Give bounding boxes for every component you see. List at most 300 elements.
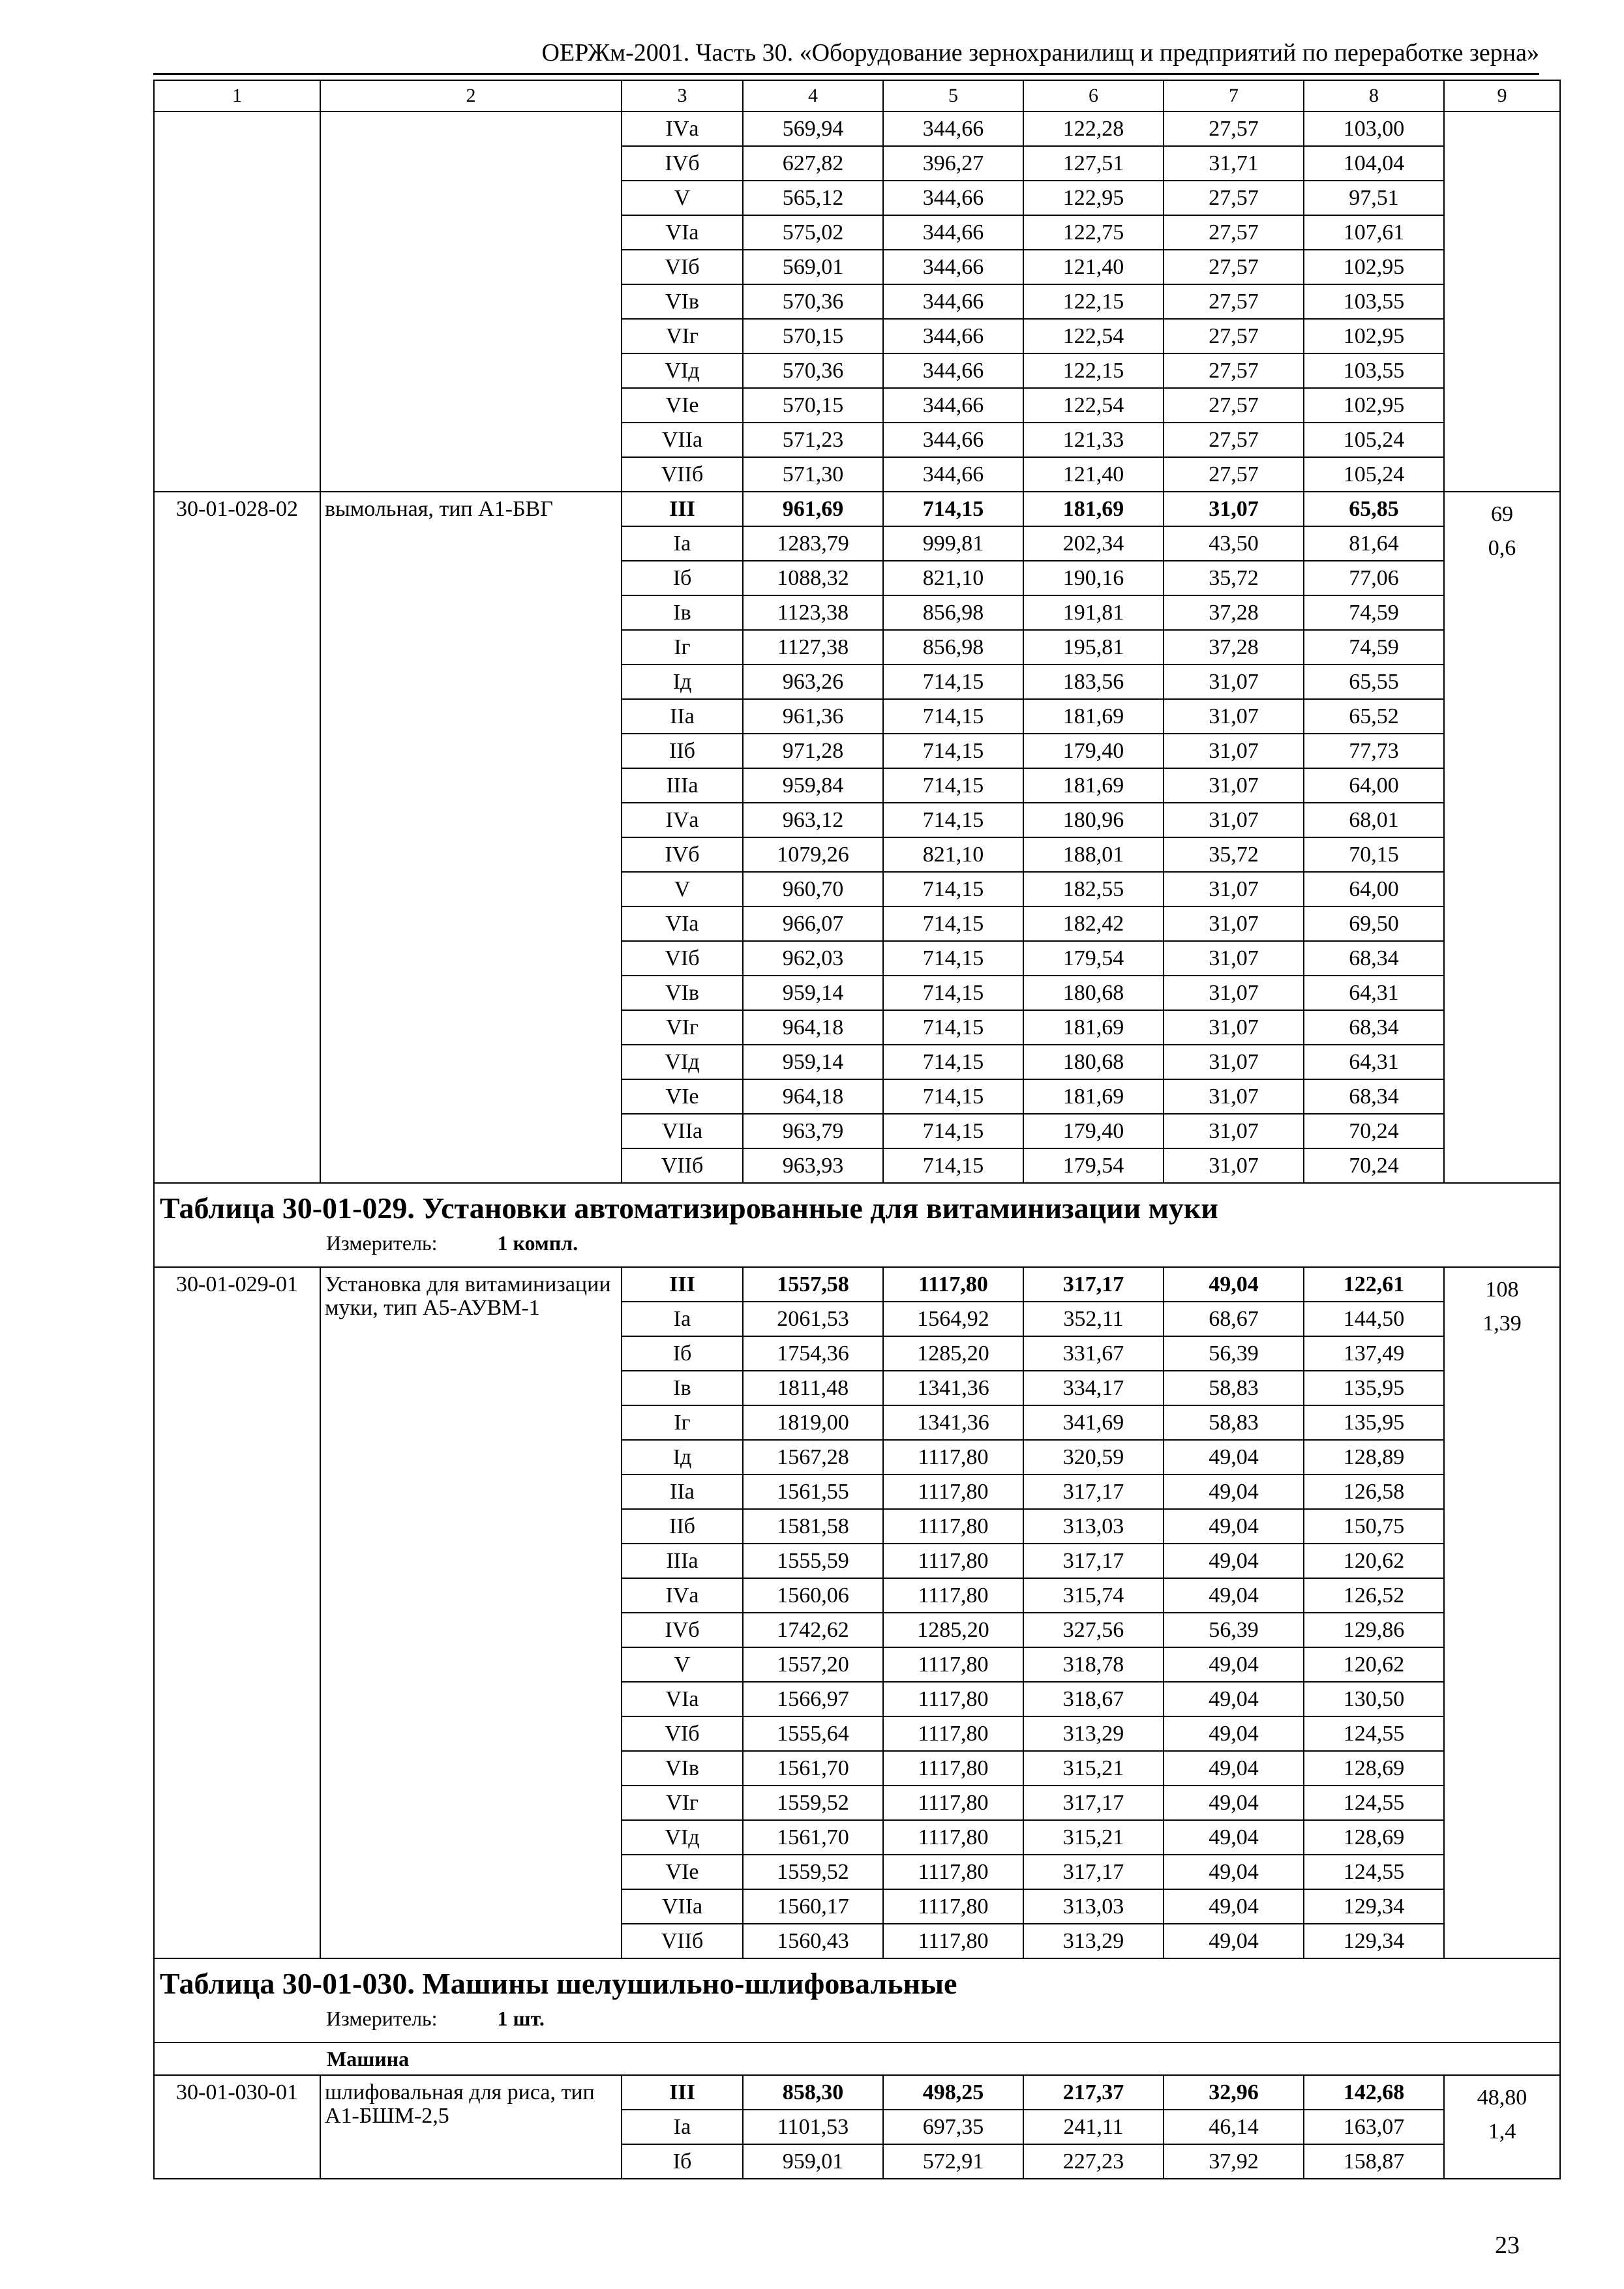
value-cell: 1341,36 bbox=[883, 1405, 1023, 1440]
value-cell: 344,66 bbox=[883, 250, 1023, 284]
value-cell: 128,69 bbox=[1304, 1751, 1444, 1786]
table-title-row bbox=[154, 1183, 1560, 1267]
value-cell: 714,15 bbox=[883, 1114, 1023, 1148]
value-cell: 1561,55 bbox=[743, 1474, 883, 1509]
value-cell: 315,74 bbox=[1023, 1578, 1164, 1613]
col9-cell bbox=[1444, 1267, 1560, 1958]
region-cell: VIв bbox=[622, 284, 743, 319]
value-cell: 163,07 bbox=[1304, 2110, 1444, 2144]
value-cell: 313,29 bbox=[1023, 1924, 1164, 1958]
unit-value: 1 компл. bbox=[497, 1231, 579, 1255]
region-cell: Iа bbox=[622, 2110, 743, 2144]
unit-label: Измеритель: bbox=[326, 1231, 438, 1255]
value-cell: 49,04 bbox=[1164, 1751, 1304, 1786]
value-cell: 58,83 bbox=[1164, 1371, 1304, 1405]
rate-name: Установка для витаминизации муки, тип А5-АУВМ-1 bbox=[320, 1267, 622, 1958]
region-cell: V bbox=[622, 872, 743, 906]
value-cell: 195,81 bbox=[1023, 630, 1164, 665]
value-cell: 1117,80 bbox=[883, 1267, 1023, 1302]
rate-code bbox=[154, 112, 320, 492]
value-cell: 1560,06 bbox=[743, 1578, 883, 1613]
column-number: 9 bbox=[1444, 80, 1560, 112]
value-cell: 1581,58 bbox=[743, 1509, 883, 1544]
col9-cell bbox=[1444, 112, 1560, 492]
value-cell: 570,15 bbox=[743, 388, 883, 423]
region-cell: Iб bbox=[622, 1336, 743, 1371]
value-cell: 697,35 bbox=[883, 2110, 1023, 2144]
value-cell: 202,34 bbox=[1023, 526, 1164, 561]
region-cell: Iб bbox=[622, 2144, 743, 2179]
value-cell: 74,59 bbox=[1304, 630, 1444, 665]
rate-name bbox=[320, 112, 622, 492]
value-cell: 68,34 bbox=[1304, 941, 1444, 976]
value-cell: 1811,48 bbox=[743, 1371, 883, 1405]
value-cell: 971,28 bbox=[743, 734, 883, 768]
unit-line bbox=[160, 1229, 1554, 1257]
value-cell: 49,04 bbox=[1164, 1855, 1304, 1889]
value-cell: 27,57 bbox=[1164, 388, 1304, 423]
value-cell: 627,82 bbox=[743, 146, 883, 181]
value-cell: 107,61 bbox=[1304, 215, 1444, 250]
value-cell: 49,04 bbox=[1164, 1647, 1304, 1682]
value-cell: 1742,62 bbox=[743, 1613, 883, 1647]
value-cell: 821,10 bbox=[883, 837, 1023, 872]
region-cell: VIIб bbox=[622, 1148, 743, 1183]
value-cell: 77,73 bbox=[1304, 734, 1444, 768]
value-cell: 1117,80 bbox=[883, 1820, 1023, 1855]
region-cell: VIе bbox=[622, 1079, 743, 1114]
value-cell: 1127,38 bbox=[743, 630, 883, 665]
value-cell: 183,56 bbox=[1023, 665, 1164, 699]
value-cell: 569,01 bbox=[743, 250, 883, 284]
value-cell: 129,34 bbox=[1304, 1889, 1444, 1924]
value-cell: 182,42 bbox=[1023, 906, 1164, 941]
value-cell: 126,52 bbox=[1304, 1578, 1444, 1613]
column-number: 7 bbox=[1164, 80, 1304, 112]
value-cell: 31,07 bbox=[1164, 1114, 1304, 1148]
table-row bbox=[154, 112, 1560, 146]
value-cell: 962,03 bbox=[743, 941, 883, 976]
value-cell: 320,59 bbox=[1023, 1440, 1164, 1474]
value-cell: 104,04 bbox=[1304, 146, 1444, 181]
region-cell: Iг bbox=[622, 1405, 743, 1440]
value-cell: 1088,32 bbox=[743, 561, 883, 595]
value-cell: 570,15 bbox=[743, 319, 883, 353]
value-cell: 69,50 bbox=[1304, 906, 1444, 941]
value-cell: 714,15 bbox=[883, 492, 1023, 526]
value-cell: 1117,80 bbox=[883, 1440, 1023, 1474]
value-cell: 327,56 bbox=[1023, 1613, 1164, 1647]
value-cell: 190,16 bbox=[1023, 561, 1164, 595]
region-cell: VIб bbox=[622, 250, 743, 284]
value-cell: 999,81 bbox=[883, 526, 1023, 561]
value-cell: 571,30 bbox=[743, 457, 883, 492]
rate-code: 30-01-029-01 bbox=[154, 1267, 320, 1958]
region-cell: III bbox=[622, 1267, 743, 1302]
value-cell: 130,50 bbox=[1304, 1682, 1444, 1716]
value-cell: 81,64 bbox=[1304, 526, 1444, 561]
region-cell: IIIа bbox=[622, 768, 743, 803]
value-cell: 49,04 bbox=[1164, 1267, 1304, 1302]
value-cell: 31,07 bbox=[1164, 699, 1304, 734]
value-cell: 714,15 bbox=[883, 1010, 1023, 1045]
value-cell: 31,07 bbox=[1164, 803, 1304, 837]
value-cell: 31,07 bbox=[1164, 1079, 1304, 1114]
value-cell: 180,68 bbox=[1023, 976, 1164, 1010]
value-cell: 180,68 bbox=[1023, 1045, 1164, 1079]
value-cell: 1567,28 bbox=[743, 1440, 883, 1474]
value-cell: 180,96 bbox=[1023, 803, 1164, 837]
value-cell: 124,55 bbox=[1304, 1855, 1444, 1889]
unit-label: Измеритель: bbox=[326, 2007, 438, 2030]
region-cell: VIг bbox=[622, 1786, 743, 1820]
region-cell: VIд bbox=[622, 1820, 743, 1855]
region-cell: VIIб bbox=[622, 1924, 743, 1958]
region-cell: IVб bbox=[622, 837, 743, 872]
value-cell: 963,93 bbox=[743, 1148, 883, 1183]
value-cell: 856,98 bbox=[883, 630, 1023, 665]
value-cell: 31,07 bbox=[1164, 492, 1304, 526]
value-cell: 179,40 bbox=[1023, 1114, 1164, 1148]
value-cell: 1101,53 bbox=[743, 2110, 883, 2144]
value-cell: 571,23 bbox=[743, 423, 883, 457]
value-cell: 1117,80 bbox=[883, 1889, 1023, 1924]
value-cell: 68,34 bbox=[1304, 1010, 1444, 1045]
value-cell: 714,15 bbox=[883, 665, 1023, 699]
value-cell: 179,54 bbox=[1023, 1148, 1164, 1183]
value-cell: 1285,20 bbox=[883, 1613, 1023, 1647]
region-cell: IVа bbox=[622, 1578, 743, 1613]
value-cell: 1283,79 bbox=[743, 526, 883, 561]
value-cell: 181,69 bbox=[1023, 699, 1164, 734]
value-cell: 27,57 bbox=[1164, 215, 1304, 250]
col9-value: 69 bbox=[1491, 502, 1513, 526]
value-cell: 1560,17 bbox=[743, 1889, 883, 1924]
value-cell: 49,04 bbox=[1164, 1578, 1304, 1613]
value-cell: 1557,58 bbox=[743, 1267, 883, 1302]
column-number: 8 bbox=[1304, 80, 1444, 112]
region-cell: Iд bbox=[622, 1440, 743, 1474]
region-cell: IIб bbox=[622, 1509, 743, 1544]
value-cell: 122,61 bbox=[1304, 1267, 1444, 1302]
value-cell: 1557,20 bbox=[743, 1647, 883, 1682]
value-cell: 135,95 bbox=[1304, 1371, 1444, 1405]
value-cell: 217,37 bbox=[1023, 2075, 1164, 2110]
value-cell: 97,51 bbox=[1304, 181, 1444, 215]
column-number: 3 bbox=[622, 80, 743, 112]
value-cell: 31,07 bbox=[1164, 665, 1304, 699]
value-cell: 64,31 bbox=[1304, 976, 1444, 1010]
subheader-row bbox=[154, 2042, 1560, 2075]
column-number-row bbox=[154, 80, 1560, 112]
value-cell: 65,55 bbox=[1304, 665, 1444, 699]
value-cell: 1117,80 bbox=[883, 1474, 1023, 1509]
table-row bbox=[154, 2075, 1560, 2110]
value-cell: 129,34 bbox=[1304, 1924, 1444, 1958]
value-cell: 1117,80 bbox=[883, 1786, 1023, 1820]
value-cell: 313,03 bbox=[1023, 1889, 1164, 1924]
value-cell: 31,07 bbox=[1164, 1045, 1304, 1079]
value-cell: 331,67 bbox=[1023, 1336, 1164, 1371]
value-cell: 129,86 bbox=[1304, 1613, 1444, 1647]
column-number: 6 bbox=[1023, 80, 1164, 112]
value-cell: 27,57 bbox=[1164, 457, 1304, 492]
value-cell: 344,66 bbox=[883, 319, 1023, 353]
region-cell: VIб bbox=[622, 941, 743, 976]
value-cell: 858,30 bbox=[743, 2075, 883, 2110]
table-row bbox=[154, 1267, 1560, 1302]
value-cell: 317,17 bbox=[1023, 1855, 1164, 1889]
region-cell: III bbox=[622, 2075, 743, 2110]
value-cell: 70,15 bbox=[1304, 837, 1444, 872]
subheader-label: Машина bbox=[154, 2042, 1560, 2075]
value-cell: 27,57 bbox=[1164, 181, 1304, 215]
table-title-row bbox=[154, 1958, 1560, 2042]
value-cell: 120,62 bbox=[1304, 1544, 1444, 1578]
rate-name: вымольная, тип А1-БВГ bbox=[320, 492, 622, 1183]
region-cell: VIе bbox=[622, 1855, 743, 1889]
value-cell: 334,17 bbox=[1023, 1371, 1164, 1405]
value-cell: 1754,36 bbox=[743, 1336, 883, 1371]
region-cell: VIIб bbox=[622, 457, 743, 492]
value-cell: 31,07 bbox=[1164, 941, 1304, 976]
value-cell: 27,57 bbox=[1164, 250, 1304, 284]
value-cell: 313,03 bbox=[1023, 1509, 1164, 1544]
col9-value: 108 bbox=[1485, 1278, 1519, 1302]
unit-line bbox=[160, 2005, 1554, 2032]
value-cell: 344,66 bbox=[883, 388, 1023, 423]
value-cell: 1079,26 bbox=[743, 837, 883, 872]
value-cell: 31,07 bbox=[1164, 1010, 1304, 1045]
value-cell: 352,11 bbox=[1023, 1302, 1164, 1336]
value-cell: 103,55 bbox=[1304, 353, 1444, 388]
value-cell: 714,15 bbox=[883, 699, 1023, 734]
region-cell: VIа bbox=[622, 1682, 743, 1716]
value-cell: 1559,52 bbox=[743, 1855, 883, 1889]
table-title-block bbox=[154, 1183, 1560, 1267]
value-cell: 49,04 bbox=[1164, 1440, 1304, 1474]
value-cell: 46,14 bbox=[1164, 2110, 1304, 2144]
value-cell: 565,12 bbox=[743, 181, 883, 215]
region-cell: VIв bbox=[622, 1751, 743, 1786]
value-cell: 1117,80 bbox=[883, 1509, 1023, 1544]
value-cell: 27,57 bbox=[1164, 423, 1304, 457]
value-cell: 714,15 bbox=[883, 734, 1023, 768]
column-number: 5 bbox=[883, 80, 1023, 112]
value-cell: 1117,80 bbox=[883, 1647, 1023, 1682]
value-cell: 575,02 bbox=[743, 215, 883, 250]
table-row bbox=[154, 492, 1560, 526]
region-cell: VIг bbox=[622, 319, 743, 353]
region-cell: IIIа bbox=[622, 1544, 743, 1578]
region-cell: Iв bbox=[622, 1371, 743, 1405]
value-cell: 77,06 bbox=[1304, 561, 1444, 595]
value-cell: 56,39 bbox=[1164, 1613, 1304, 1647]
value-cell: 959,14 bbox=[743, 1045, 883, 1079]
value-cell: 959,01 bbox=[743, 2144, 883, 2179]
region-cell: IVа bbox=[622, 112, 743, 146]
value-cell: 1117,80 bbox=[883, 1544, 1023, 1578]
value-cell: 68,34 bbox=[1304, 1079, 1444, 1114]
value-cell: 64,00 bbox=[1304, 872, 1444, 906]
value-cell: 124,55 bbox=[1304, 1716, 1444, 1751]
value-cell: 1341,36 bbox=[883, 1371, 1023, 1405]
value-cell: 179,40 bbox=[1023, 734, 1164, 768]
region-cell: VIа bbox=[622, 906, 743, 941]
value-cell: 58,83 bbox=[1164, 1405, 1304, 1440]
value-cell: 344,66 bbox=[883, 215, 1023, 250]
region-cell: Iд bbox=[622, 665, 743, 699]
value-cell: 714,15 bbox=[883, 872, 1023, 906]
rate-code: 30-01-028-02 bbox=[154, 492, 320, 1183]
value-cell: 43,50 bbox=[1164, 526, 1304, 561]
value-cell: 121,33 bbox=[1023, 423, 1164, 457]
value-cell: 1285,20 bbox=[883, 1336, 1023, 1371]
value-cell: 1561,70 bbox=[743, 1820, 883, 1855]
value-cell: 963,79 bbox=[743, 1114, 883, 1148]
col9-value: 48,80 bbox=[1477, 2086, 1527, 2110]
value-cell: 2061,53 bbox=[743, 1302, 883, 1336]
value-cell: 569,94 bbox=[743, 112, 883, 146]
value-cell: 65,52 bbox=[1304, 699, 1444, 734]
value-cell: 317,17 bbox=[1023, 1544, 1164, 1578]
region-cell: VIг bbox=[622, 1010, 743, 1045]
value-cell: 124,55 bbox=[1304, 1786, 1444, 1820]
region-cell: VIIа bbox=[622, 1889, 743, 1924]
value-cell: 181,69 bbox=[1023, 492, 1164, 526]
region-cell: VIб bbox=[622, 1716, 743, 1751]
value-cell: 31,07 bbox=[1164, 768, 1304, 803]
value-cell: 49,04 bbox=[1164, 1716, 1304, 1751]
value-cell: 158,87 bbox=[1304, 2144, 1444, 2179]
page-header: ОЕРЖм-2001. Часть 30. «Оборудование зернохранилищ и предприятий по переработке зерна» bbox=[153, 37, 1539, 75]
value-cell: 714,15 bbox=[883, 1079, 1023, 1114]
column-number: 4 bbox=[743, 80, 883, 112]
value-cell: 318,78 bbox=[1023, 1647, 1164, 1682]
table-title: Таблица 30-01-030. Машины шелушильно-шлифовальные bbox=[160, 1967, 957, 2000]
value-cell: 959,14 bbox=[743, 976, 883, 1010]
value-cell: 49,04 bbox=[1164, 1544, 1304, 1578]
region-cell: IIб bbox=[622, 734, 743, 768]
value-cell: 714,15 bbox=[883, 1045, 1023, 1079]
value-cell: 714,15 bbox=[883, 906, 1023, 941]
value-cell: 49,04 bbox=[1164, 1682, 1304, 1716]
value-cell: 317,17 bbox=[1023, 1474, 1164, 1509]
value-cell: 317,17 bbox=[1023, 1267, 1164, 1302]
rate-code: 30-01-030-01 bbox=[154, 2075, 320, 2179]
value-cell: 1555,64 bbox=[743, 1716, 883, 1751]
value-cell: 1819,00 bbox=[743, 1405, 883, 1440]
value-cell: 963,26 bbox=[743, 665, 883, 699]
value-cell: 1555,59 bbox=[743, 1544, 883, 1578]
value-cell: 122,54 bbox=[1023, 319, 1164, 353]
value-cell: 318,67 bbox=[1023, 1682, 1164, 1716]
value-cell: 64,00 bbox=[1304, 768, 1444, 803]
value-cell: 227,23 bbox=[1023, 2144, 1164, 2179]
value-cell: 49,04 bbox=[1164, 1820, 1304, 1855]
value-cell: 121,40 bbox=[1023, 250, 1164, 284]
region-cell: IVб bbox=[622, 146, 743, 181]
region-cell: VIIа bbox=[622, 1114, 743, 1148]
value-cell: 144,50 bbox=[1304, 1302, 1444, 1336]
value-cell: 31,07 bbox=[1164, 872, 1304, 906]
value-cell: 31,71 bbox=[1164, 146, 1304, 181]
col9-value: 1,39 bbox=[1482, 1311, 1522, 1336]
value-cell: 963,12 bbox=[743, 803, 883, 837]
value-cell: 121,40 bbox=[1023, 457, 1164, 492]
value-cell: 102,95 bbox=[1304, 250, 1444, 284]
value-cell: 961,69 bbox=[743, 492, 883, 526]
value-cell: 714,15 bbox=[883, 803, 1023, 837]
value-cell: 570,36 bbox=[743, 284, 883, 319]
value-cell: 49,04 bbox=[1164, 1924, 1304, 1958]
region-cell: Iг bbox=[622, 630, 743, 665]
value-cell: 120,62 bbox=[1304, 1647, 1444, 1682]
value-cell: 122,54 bbox=[1023, 388, 1164, 423]
value-cell: 181,69 bbox=[1023, 1010, 1164, 1045]
value-cell: 122,95 bbox=[1023, 181, 1164, 215]
value-cell: 344,66 bbox=[883, 112, 1023, 146]
value-cell: 1566,97 bbox=[743, 1682, 883, 1716]
value-cell: 142,68 bbox=[1304, 2075, 1444, 2110]
unit-value: 1 шт. bbox=[497, 2007, 545, 2030]
value-cell: 396,27 bbox=[883, 146, 1023, 181]
col9-cell bbox=[1444, 492, 1560, 1183]
value-cell: 714,15 bbox=[883, 976, 1023, 1010]
value-cell: 714,15 bbox=[883, 1148, 1023, 1183]
value-cell: 105,24 bbox=[1304, 457, 1444, 492]
value-cell: 317,17 bbox=[1023, 1786, 1164, 1820]
value-cell: 35,72 bbox=[1164, 837, 1304, 872]
value-cell: 1564,92 bbox=[883, 1302, 1023, 1336]
value-cell: 1559,52 bbox=[743, 1786, 883, 1820]
value-cell: 344,66 bbox=[883, 181, 1023, 215]
value-cell: 49,04 bbox=[1164, 1786, 1304, 1820]
value-cell: 344,66 bbox=[883, 353, 1023, 388]
table-title-block bbox=[154, 1958, 1560, 2042]
region-cell: V bbox=[622, 181, 743, 215]
value-cell: 128,69 bbox=[1304, 1820, 1444, 1855]
value-cell: 31,07 bbox=[1164, 1148, 1304, 1183]
region-cell: IIа bbox=[622, 699, 743, 734]
value-cell: 182,55 bbox=[1023, 872, 1164, 906]
rates-table bbox=[153, 80, 1561, 2179]
value-cell: 964,18 bbox=[743, 1010, 883, 1045]
value-cell: 179,54 bbox=[1023, 941, 1164, 976]
value-cell: 102,95 bbox=[1304, 388, 1444, 423]
value-cell: 122,15 bbox=[1023, 353, 1164, 388]
value-cell: 65,85 bbox=[1304, 492, 1444, 526]
value-cell: 1561,70 bbox=[743, 1751, 883, 1786]
value-cell: 37,92 bbox=[1164, 2144, 1304, 2179]
value-cell: 1117,80 bbox=[883, 1751, 1023, 1786]
table-title: Таблица 30-01-029. Установки автоматизированные для витаминизации муки bbox=[160, 1191, 1218, 1225]
value-cell: 32,96 bbox=[1164, 2075, 1304, 2110]
value-cell: 1117,80 bbox=[883, 1924, 1023, 1958]
value-cell: 1560,43 bbox=[743, 1924, 883, 1958]
value-cell: 181,69 bbox=[1023, 768, 1164, 803]
value-cell: 714,15 bbox=[883, 941, 1023, 976]
value-cell: 241,11 bbox=[1023, 2110, 1164, 2144]
value-cell: 959,84 bbox=[743, 768, 883, 803]
value-cell: 135,95 bbox=[1304, 1405, 1444, 1440]
value-cell: 1117,80 bbox=[883, 1578, 1023, 1613]
region-cell: Iа bbox=[622, 1302, 743, 1336]
value-cell: 70,24 bbox=[1304, 1114, 1444, 1148]
region-cell: VIа bbox=[622, 215, 743, 250]
value-cell: 1117,80 bbox=[883, 1716, 1023, 1751]
region-cell: III bbox=[622, 492, 743, 526]
